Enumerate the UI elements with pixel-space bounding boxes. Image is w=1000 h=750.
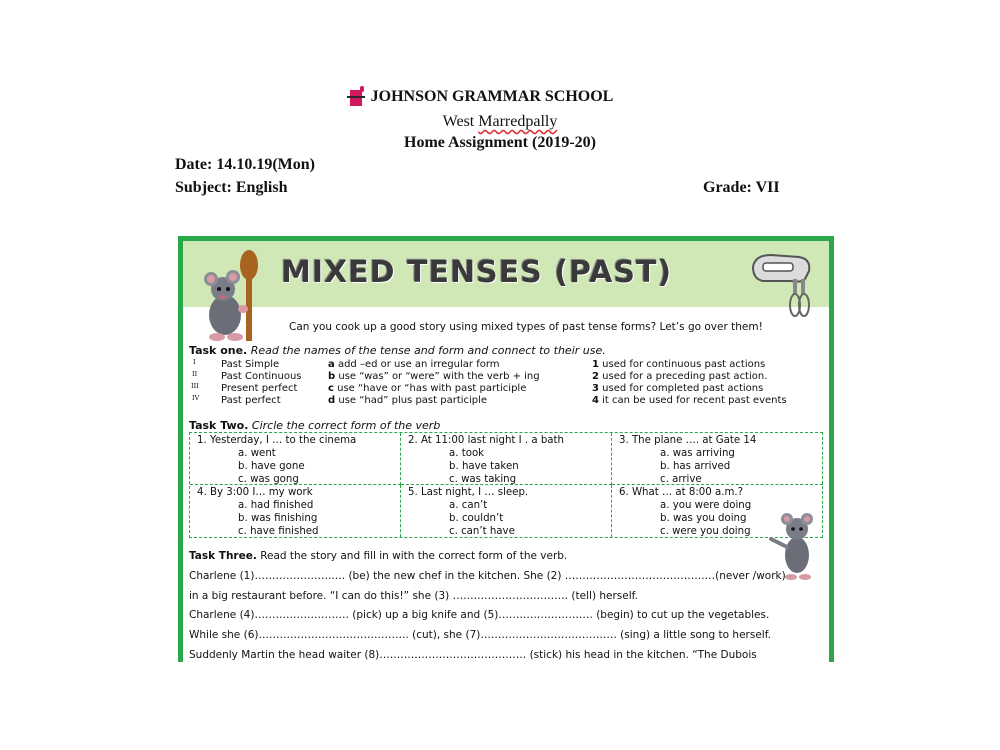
worksheet: [178, 236, 834, 662]
location-name: Marredpally: [478, 113, 558, 130]
use-item: 1 used for continuous past actions: [592, 359, 766, 370]
use-item: 2 used for a preceding past action.: [592, 371, 768, 382]
numeral-4: IV: [192, 394, 200, 402]
question-cell: [401, 433, 612, 485]
question-text: 6. What … at 8:00 a.m.?: [619, 487, 744, 498]
task-three-heading-line: [189, 550, 567, 562]
option[interactable]: a. you were doing: [660, 500, 752, 511]
form-item: a add –ed or use an irregular form: [328, 359, 500, 370]
assignment-subject: Subject: English: [175, 179, 288, 196]
option[interactable]: a. can’t: [449, 500, 488, 511]
form-item: c use “have or “has with past participle: [328, 383, 527, 394]
question-cell: [401, 485, 612, 537]
story-line: Suddenly Martin the head waiter (8)…………………………………… (stick) his head in the kitchen. “The Dubois: [189, 649, 757, 661]
option[interactable]: c. were you doing: [660, 526, 751, 537]
option[interactable]: b. couldn’t: [449, 513, 504, 524]
school-location: West Marredpally: [442, 113, 558, 130]
task-three-heading: Task Three.: [189, 550, 257, 562]
story-line: in a big restaurant before. “I can do this!” she (3) …………………………… (tell) herself.: [189, 590, 638, 602]
school-heading: [0, 86, 1000, 108]
option[interactable]: b. has arrived: [660, 461, 731, 472]
question-cell: [190, 485, 401, 537]
option[interactable]: c. can’t have: [449, 526, 515, 537]
task-one-instruction: Read the names of the tense and form and connect to their use.: [250, 344, 606, 357]
option[interactable]: c. have finished: [238, 526, 319, 537]
option[interactable]: c. was taking: [449, 474, 517, 485]
question-cell: [190, 433, 401, 485]
option[interactable]: b. have gone: [238, 461, 305, 472]
task-two-heading: Task Two.: [189, 419, 249, 432]
task-two-heading-line: [189, 419, 440, 432]
task-two-instruction: Circle the correct form of the verb: [251, 419, 441, 432]
task-three-instruction: Read the story and fill in with the correct form of the verb.: [260, 550, 568, 562]
hand-mixer-icon: [749, 249, 819, 317]
tense-item: Present perfect: [221, 383, 298, 394]
worksheet-banner: [183, 241, 829, 307]
option[interactable]: a. went: [238, 448, 276, 459]
assignment-date: Date: 14.10.19(Mon): [175, 156, 315, 173]
story-line: While she (6)……………………………………. (cut), she (7)………………………………… (sing) a little song to herself.: [189, 629, 771, 641]
tense-item: Past Simple: [221, 359, 280, 370]
use-item: 4 it can be used for recent past events: [592, 395, 787, 406]
school-name: JOHNSON GRAMMAR SCHOOL: [370, 88, 614, 105]
tense-item: Past perfect: [221, 395, 281, 406]
question-text: 1. Yesterday, I … to the cinema: [197, 435, 357, 446]
numeral-3: III: [191, 382, 199, 390]
numeral-2: II: [192, 370, 198, 378]
use-item: 3 used for completed past actions: [592, 383, 764, 394]
option[interactable]: c. arrive: [660, 474, 702, 485]
worksheet-intro: Can you cook up a good story using mixed types of past tense forms? Let’s go over them!: [289, 321, 763, 333]
form-item: b use “was” or “were” with the verb + ing: [328, 371, 540, 382]
assignment-title: Home Assignment (2019-20): [404, 134, 596, 151]
numeral-1: I: [193, 358, 196, 366]
option[interactable]: a. took: [449, 448, 485, 459]
question-cell: [612, 433, 823, 485]
option[interactable]: b. was finishing: [238, 513, 318, 524]
tense-item: Past Continuous: [221, 371, 302, 382]
assignment-grade: Grade: VII: [703, 179, 780, 196]
option[interactable]: c. was gong: [238, 474, 299, 485]
question-text: 5. Last night, I … sleep.: [408, 487, 529, 498]
worksheet-title: MIXED TENSES (PAST): [281, 255, 673, 290]
option[interactable]: b. was you doing: [660, 513, 747, 524]
question-text: 2. At 11:00 last night I . a bath: [408, 435, 564, 446]
question-text: 3. The plane …. at Gate 14: [619, 435, 757, 446]
option[interactable]: a. had finished: [238, 500, 314, 511]
task-two-grid: [189, 432, 823, 538]
school-logo-icon: [347, 86, 365, 108]
option[interactable]: a. was arriving: [660, 448, 735, 459]
mouse-with-spoon-icon: [199, 247, 269, 343]
question-text: 4. By 3:00 I… my work: [197, 487, 313, 498]
story-line: Charlene (4)……………………… (pick) up a big knife and (5)……………………… (begin) to cut up the vegetables.: [189, 609, 770, 621]
task-one-heading: Task one.: [189, 344, 248, 357]
option[interactable]: b. have taken: [449, 461, 519, 472]
task-one-heading-line: [189, 344, 606, 357]
form-item: d use “had” plus past participle: [328, 395, 488, 406]
story-line: Charlene (1)………………….…. (be) the new chef in the kitchen. She (2) ………………………………….…(never /work): [189, 570, 786, 582]
